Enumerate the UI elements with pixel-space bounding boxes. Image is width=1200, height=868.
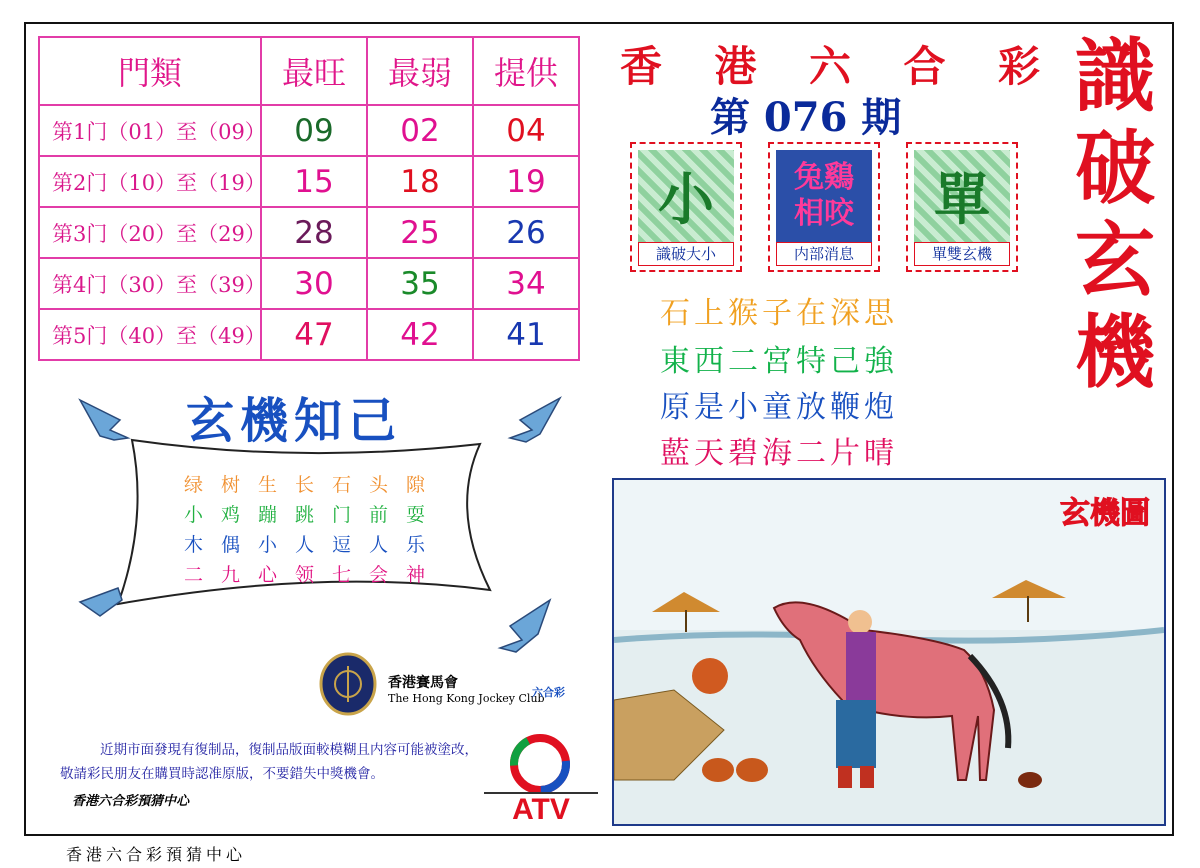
hint-glyph: 小 [658, 167, 714, 233]
poem-line: 石上猴子在深思 [660, 296, 898, 331]
lottery-title-char: 六 [808, 42, 851, 91]
verse-line: 木偶小人逗人乐 [184, 534, 444, 556]
cell-weakest: 35 [367, 258, 473, 309]
cell-hottest: 09 [261, 105, 367, 156]
category-table [38, 36, 580, 361]
cell-offer: 26 [473, 207, 579, 258]
zhiji-title: 玄機知己 [186, 393, 403, 449]
main-title-char: 破 [1075, 121, 1155, 215]
hint-caption: 内部消息 [776, 242, 872, 266]
poem-line: 原是小童放鞭炮 [660, 390, 898, 425]
atv-logo-text: ATV [484, 792, 598, 824]
poem-line: 東西二宮特己強 [660, 344, 898, 379]
row-label: 第1门（01）至（09） [39, 105, 261, 156]
hint-caption: 識破大小 [638, 242, 734, 266]
hint-box-inside [768, 142, 880, 272]
cell-offer: 41 [473, 309, 579, 360]
header-weakest: 最弱 [367, 37, 473, 105]
header-offer: 提供 [473, 37, 579, 105]
cell-offer: 34 [473, 258, 579, 309]
mark-six-logo: 六合彩 [532, 686, 565, 699]
riddle-picture [612, 478, 1166, 826]
verse-line: 绿树生长石头隙 [184, 474, 444, 496]
table-row [39, 258, 579, 309]
signature: 香港六合彩預猜中心 [72, 794, 190, 809]
lottery-title [620, 34, 1040, 94]
verse-line: 小鸡蹦跳门前耍 [184, 504, 444, 526]
cell-weakest: 18 [367, 156, 473, 207]
lottery-title-char: 合 [903, 42, 946, 91]
lottery-title-char: 香 [620, 42, 663, 91]
table-row [39, 207, 579, 258]
table-row [39, 156, 579, 207]
main-title-char: 識 [1075, 29, 1155, 123]
row-label: 第5门（40）至（49） [39, 309, 261, 360]
hint-box-oddeven [906, 142, 1018, 272]
cell-hottest: 15 [261, 156, 367, 207]
cell-weakest: 02 [367, 105, 473, 156]
hint-image [776, 150, 872, 242]
verse-line: 二九心领七会神 [184, 564, 444, 586]
hint-caption: 單雙玄機 [914, 242, 1010, 266]
table-header-row [39, 37, 579, 105]
hint-image [638, 150, 734, 242]
cell-offer: 19 [473, 156, 579, 207]
header-category: 門類 [39, 37, 261, 105]
hint-glyph: 單 [934, 167, 990, 233]
jockey-club-name-en: The Hong Kong Jockey Club [388, 692, 545, 705]
hint-box-size [630, 142, 742, 272]
cell-hottest: 28 [261, 207, 367, 258]
cell-hottest: 30 [261, 258, 367, 309]
cell-offer: 04 [473, 105, 579, 156]
poem-line: 藍天碧海二片晴 [660, 436, 898, 471]
jockey-club-name-cn: 香港賽馬會 [388, 675, 458, 691]
cell-hottest: 47 [261, 309, 367, 360]
main-title [1060, 30, 1170, 398]
table-row [39, 105, 579, 156]
cell-weakest: 25 [367, 207, 473, 258]
lottery-title-char: 彩 [997, 42, 1040, 91]
hint-glyph: 兔鷄 相咬 [794, 160, 854, 231]
table-row [39, 309, 579, 360]
main-title-char: 玄 [1075, 213, 1155, 307]
row-label: 第3门（20）至（29） [39, 207, 261, 258]
row-label: 第2门（10）至（19） [39, 156, 261, 207]
header-hottest: 最旺 [261, 37, 367, 105]
issue-period: 第 076 期 [710, 94, 902, 141]
footer-text: 香港六合彩預猜中心 [66, 845, 247, 864]
row-label: 第4门（30）至（39） [39, 258, 261, 309]
main-title-char: 機 [1075, 305, 1155, 399]
jockey-club-logo [318, 652, 378, 716]
lottery-title-char: 港 [714, 42, 757, 91]
cell-weakest: 42 [367, 309, 473, 360]
notice-text: 近期市面發現有復制品，復制品版面較模糊且内容可能被塗改，敬請彩民朋友在購買時認准原版，不要錯失中獎機會。 [60, 742, 478, 782]
hint-image [914, 150, 1010, 242]
picture-title: 玄機圖 [1060, 496, 1150, 531]
